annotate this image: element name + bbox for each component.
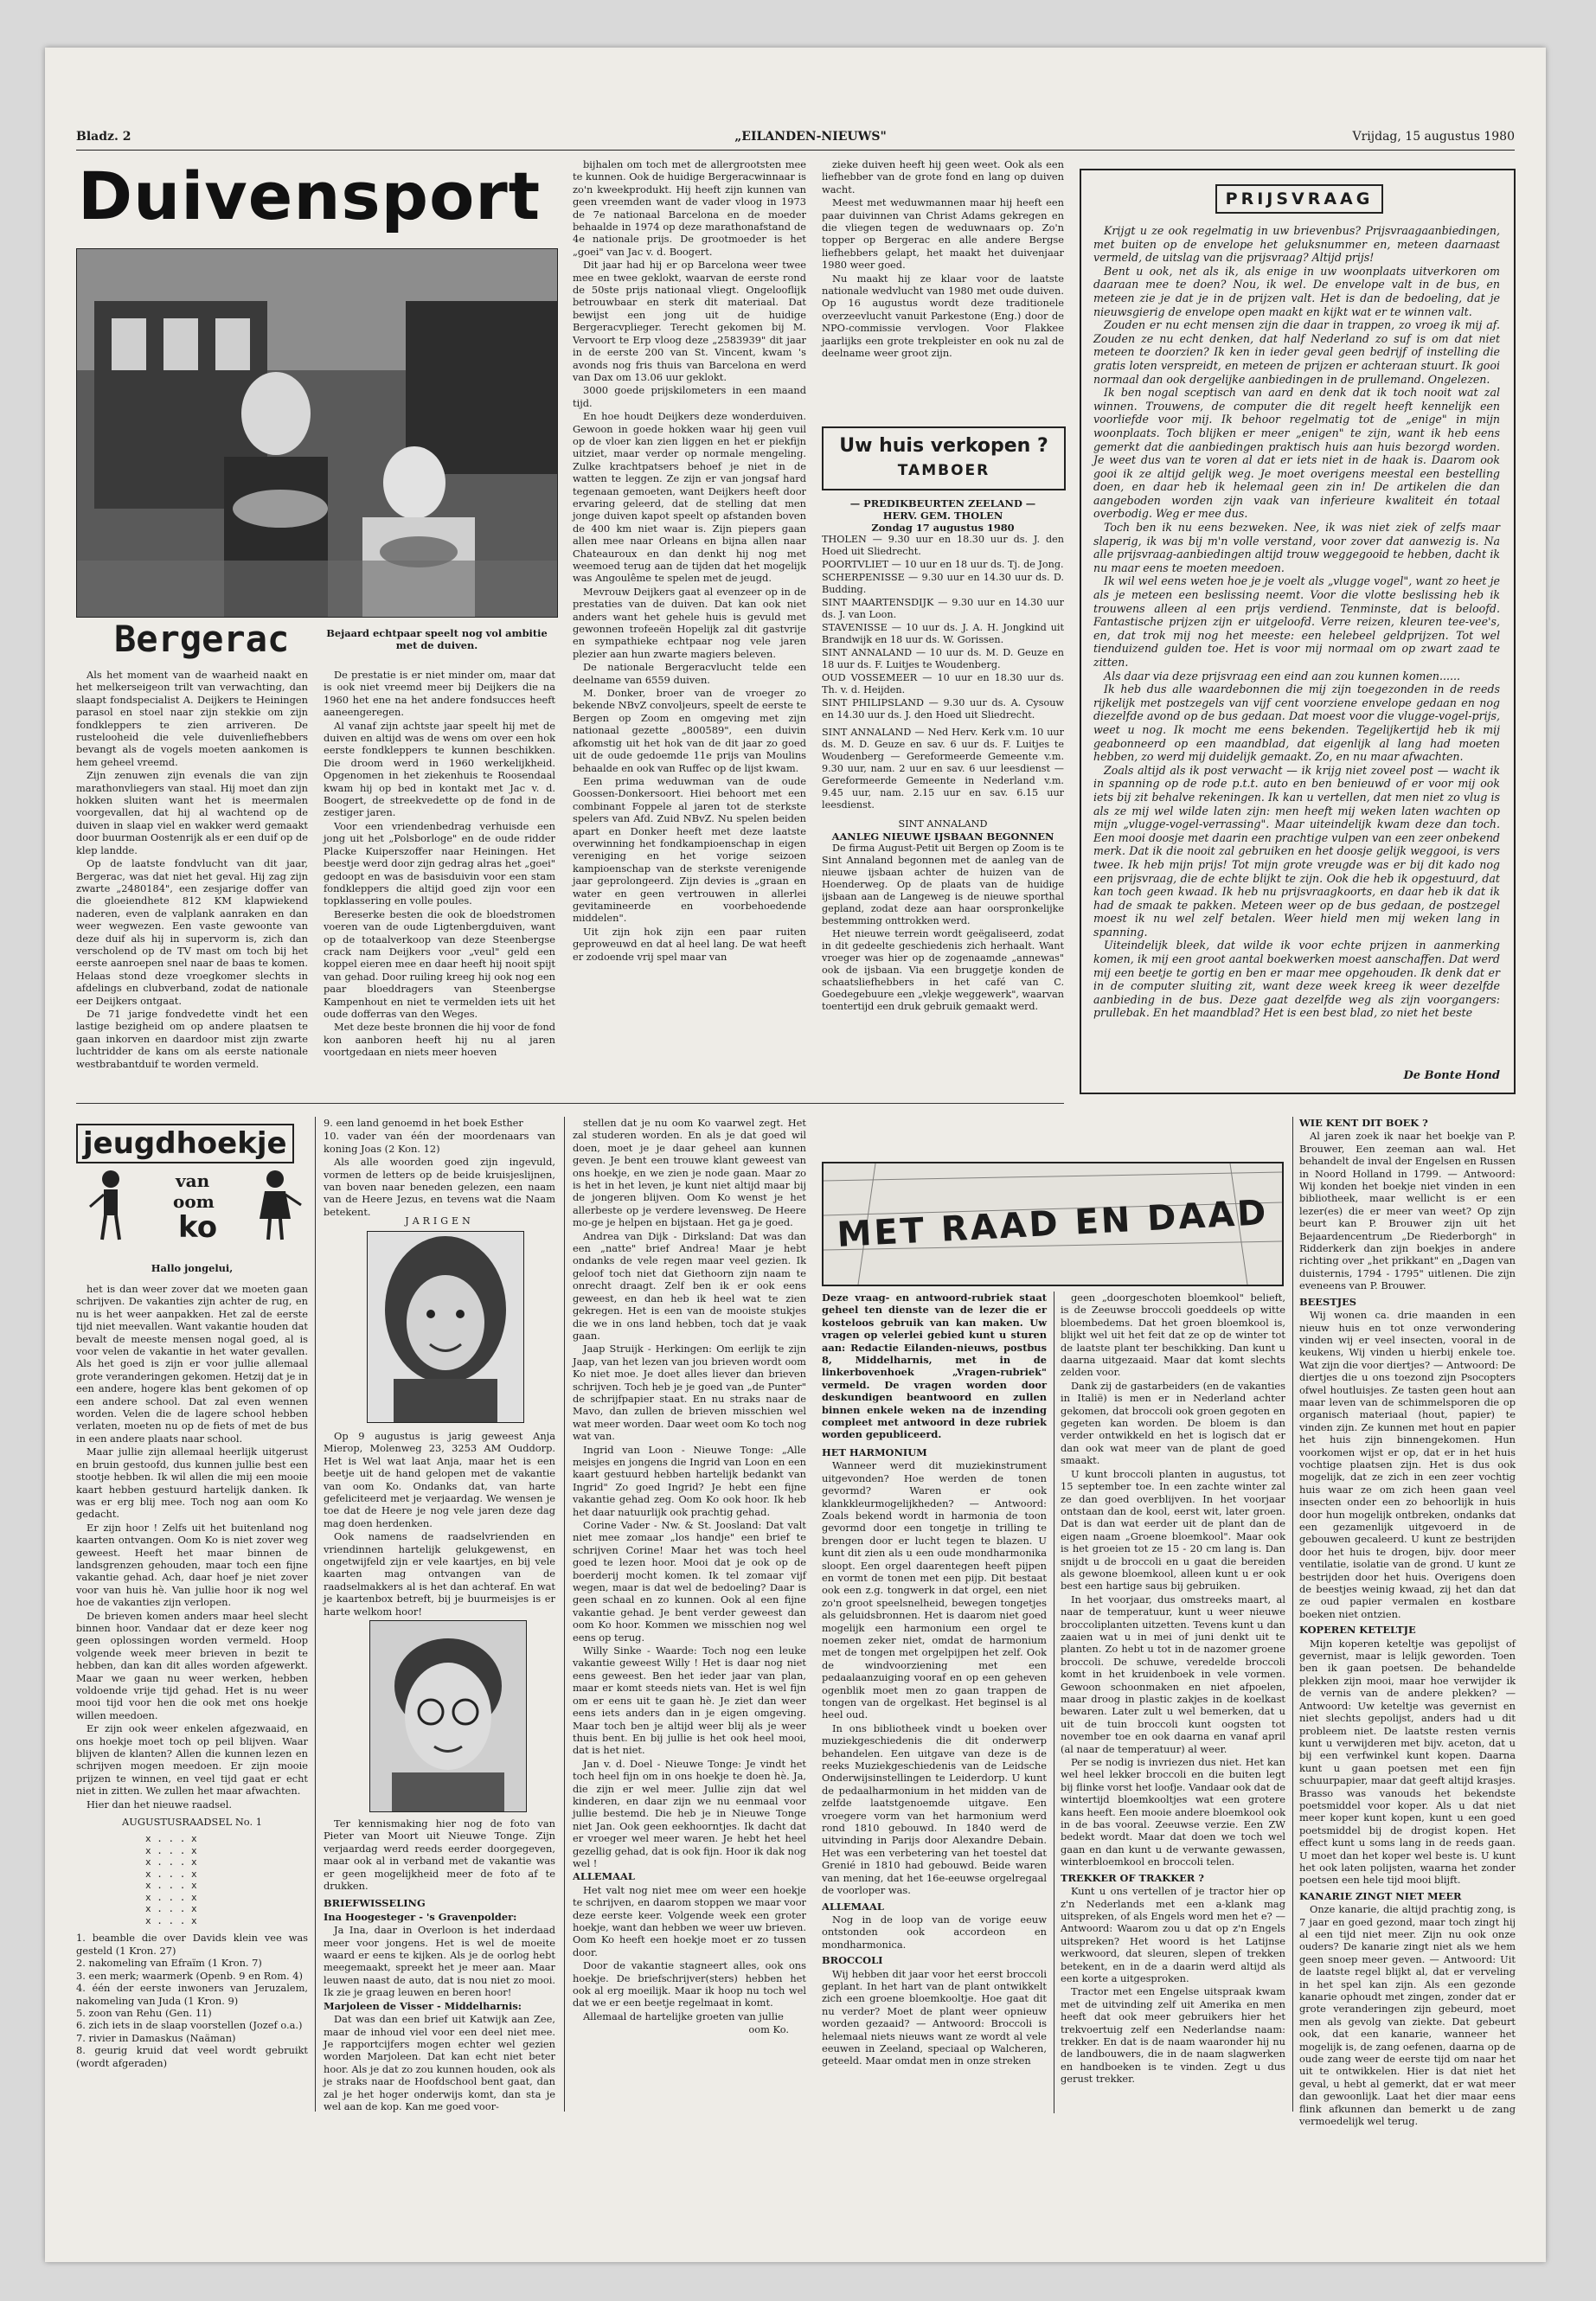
jeugdhoekje-col1 <box>76 1283 308 2113</box>
jeugdhoekje-col2-bottom <box>324 1817 555 2112</box>
paragraph: Dank zij de gastarbeiders (en de vakanties in Italië) is men er in Nederland achter gekomen, dat broccoli ook groen gegoten en gegeten kan worden. De bloem is dan verder ontwikkeld en het is logisch dat er dan ook wat meer van de plant de goed smaakt. <box>1061 1379 1285 1467</box>
paragraph: Wij wonen ca. drie maanden in een nieuw huis en tot onze verwondering vinden wij er veel insecten, vooral in de keukens, Wij vinden u hierbij enkele toe. Wat zijn die voor diertjes? — Antwoord: De diertjes die u ons toezond zijn Psocopters ofwel houtluisjes. Ze tasten geen hout aan maar leven van de schimmelsporen die op organisch materiaal (hout, papier) te vinden zijn. Ze kunnen met hout en papier het huis zijn binnengekomen. Hun voorkomen wijst er op, dat er in het huis vochtige plaatsen zijn. Het is dus ook mogelijk, dat ze zich in een zeer vochtig huis waar ze om zich heen gaan veel insecten onder een zo behoorlijk in huis door hun mogelijk ontbreken, ondanks dat een gezamenlijk uitgevoerd in de gebouwen gecaleerd. U kunt ze bestrijden door het huis te drogen, bijv. door meer ventilatie, isolatie van de grond. U kunt ze bestrijden door het huis. Overigens doen de beestjes weinig kwaad, zij het dan dat ze oud papier vermalen en kostbare boeken niet ontzien. <box>1299 1309 1516 1620</box>
paragraph: Nu maakt hij ze klaar voor de laatste nationale wedvlucht van 1980 met oude duiven. Op 16 augustus wordt deze traditionele overzeevlucht vanuit Parkestone (Eng.) door de NPO-commissie vervlogen. Voor Flakkee jaarlijks een grote trekpleister en ook nu zal de deelname weer groot zijn. <box>822 272 1064 360</box>
paragraph: Meest met weduwmannen maar hij heeft een paar duivinnen van Christ Adams gekregen en die vliegen tegen de weduwnaars op. Zo'n topper op Bergerac en alle andere Bergse liefhebbers gelapt, het maakt het duivenjaar 1980 weer goed. <box>822 196 1064 272</box>
church-services <box>822 497 1064 1094</box>
question-heading: WIE KENT DIT BOEK ? <box>1299 1117 1428 1129</box>
paragraph: De brieven komen anders maar heel slecht binnen hoor. Vandaar dat er deze keer nog geen oplossingen worden vermeld. Hoop volgende week meer brieven in bezit te hebben, dan kan dit alles worden afgewerkt. Maar we gaan nu weer werken, hebben voldoende vrije tijd gehad. Het is nu weer mooi tijd voor hen die ook met ons hoekje willen meedoen. <box>76 1609 308 1721</box>
service-line: SCHERPENISSE — 9.30 uur en 14.30 uur ds. D. Budding. <box>822 572 1064 595</box>
paragraph: Kunt u ons vertellen of je tractor hier op z'n Nederlands met een a-klank mag uitspreken, of als Engels word men het e? — Antwoord: Waarom zou u dat op z'n Engels uitspreken? Het woord is het Latijnse werkwoord, dat sleuren, slepen of trekken betekent, en in de a daarin werd altijd als een korte a uitgesproken. <box>1061 1885 1285 1984</box>
logo-oom: oom <box>173 1191 215 1212</box>
column-rule <box>564 1117 565 2112</box>
header-rule <box>76 150 1515 151</box>
grid-row: x . . . x <box>145 1880 197 1892</box>
paragraph: Maar jullie zijn allemaal heerlijk uitgerust en bruin gestoofd, dus kunnen jullie best een stootje hebben. Ik wil allen die mij een mooie kaart hebben gestuurd hartelijk danken. Ik was er erg blij mee. Toch nog aan oom Ko gedacht. <box>76 1445 308 1521</box>
paragraph: Ik ben nogal sceptisch van aard en denk dat ik toch nooit wat zal winnen. Trouwens, de computer die dit regelt heeft kennelijk een voorliefde voor mij. Ik behoor regelmatig tot de „enige" in mijn woonplaats. Toch blijken er meer „enigen" te zijn, want ik heb eens gemerkt dat die aanbiedingen praktisch huis aan huis bezorgd worden. Je weet dus van te voren al dat er iets niet in de haak is. Daarom ook gooi ik ze altijd gelijk weg. Je moet overigens meestal een bestelling doen, en daar heb ik helemaal geen zin in! De artikelen die dan aangeboden worden zijn vaak van inferieure kwaliteit én totaal overbodig. Weg er mee dus. <box>1093 386 1500 521</box>
metraad-col1 <box>822 1292 1047 2113</box>
metraad-col2 <box>1061 1292 1285 2113</box>
paragraph: Ingrid van Loon - Nieuwe Tonge: „Alle meisjes en jongens die Ingrid van Loon en een kaart gestuurd hebben hartelijk bedankt van Ingrid" Zo goed Ingrid? Je hebt een fijne vakantie gehad zeg. Oom Ko ook hoor. Ik heb het daar natuurlijk ook prachtig gehad. <box>573 1443 806 1518</box>
duivensport-col3 <box>573 158 806 1093</box>
paragraph: Tractor met een Engelse uitspraak kwam met de uitvinding zelf uit Amerika en men heeft dat ook meer gebruikers hier het trekvoertuig zelf een Nederlandse naam: trekker. En dat is de naam waaronder hij nu de landbouwers, die in de naam slagwerken en handboeken is te vinden. Zegt u dus gerust trekker. <box>1061 1985 1285 2086</box>
greeting: Hallo jongelui, <box>151 1262 234 1274</box>
logo-text: MET RAAD EN DAAD <box>836 1192 1270 1256</box>
ijsbaan-title: AANLEG NIEUWE IJSBAAN BEGONNEN <box>831 830 1054 843</box>
clue: 6. zich iets in de slaap voorstellen (Jozef o.a.) <box>76 2019 303 2032</box>
logo-title: jeugdhoekje <box>76 1124 294 1163</box>
church-title: — PREDIKBEURTEN ZEELAND — <box>849 497 1036 510</box>
prijsvraag-signature: De Bonte Hond <box>1403 1069 1500 1082</box>
paragraph: Mevrouw Deijkers gaat al evenzeer op in de prestaties van de duiven. Dat kan ook niet anders want het gehele huis is gevuld met gewonnen trofeeën Hopelijk zal dit gastvrije en sympathieke echtpaar nog vele jaren plezier aan hun zwarte magiers beleven. <box>573 585 806 660</box>
letter-name: Marjoleen de Visser - Middelharnis: <box>324 1999 522 2012</box>
question-heading: KANARIE ZINGT NIET MEER <box>1299 1889 1462 1902</box>
bergerac-heading: Bergerac <box>114 618 290 660</box>
grid-row: x . . . x <box>145 1833 197 1845</box>
prijsvraag-title-box <box>1215 184 1383 214</box>
paragraph: Een prima weduwman van de oude Goossen-Donkersoort. Hiei behoort met een combinant Foppele al jaren tot de sterkste spelers van Afd. Zuid NBvZ. Nu spelen beiden apart en Donker heeft met deze laatste overwinning het fondkampioenschap in eigen vereniging en het vorige seizoen kampioenschap van de sterkste verenigende jaar geprolongeerd. Zijn devies is „graan en water en geen vertrouwen in allerlei gevitamineerde en voorbehoedende middelen". <box>573 774 806 925</box>
paragraph: Bent u ook, net als ik, als enige in uw woonplaats uitverkoren om daaraan mee te doen? Nou, ik wel. De envelope valt in de bus, en meteen zie je dat je in de prijzen valt. Het is dan de bedoeling, dat je nieuwsgierig de envelope open maakt en kijkt wat er te winnen valt. <box>1093 264 1500 318</box>
newspaper-page <box>45 48 1546 2262</box>
raadsel-grid <box>145 1833 308 1926</box>
paragraph: bijhalen om toch met de allergrootsten mee te kunnen. Ook de huidige Bergeracwinnaar is zo'n kweekprodukt. Hij heeft zijn kunnen van geen vreemden want de vader vloog in 1973 de 7e nationaal Barcelona en de moeder behaalde in 1974 op deze marathonafstand de 4e nationale prijs. De grootmoeder is het „goei" van Jac v. d. Boogert. <box>573 158 806 258</box>
grid-row: x . . . x <box>145 1891 197 1903</box>
briefwisseling-title: BRIEFWISSELING <box>324 1897 426 1910</box>
letter-name: Ina Hoogesteger - 's Gravenpolder: <box>324 1910 517 1923</box>
newspaper-name: „EILANDEN-NIEUWS" <box>734 130 887 144</box>
service-line: OUD VOSSEMEER — 10 uur en 18.30 uur ds. Th. v. d. Heijden. <box>822 672 1064 695</box>
paragraph: Bereserke besten die ook de bloedstromen voeren van de oude Ligtenbergduiven, want op de totaalverkoop van deze Steenbergse crack nam Deijkers voor „veul" geld een koppel eieren mee en daar heeft hij nooit spijt van gehad. Door ruiling kreeg hij ook nog een paar bloeddragers van Steenbergse Kampenhout en niet te vermelden iets uit het oude dofferras van den Weges. <box>324 907 555 1020</box>
question-heading: ALLEMAAL <box>822 1900 884 1913</box>
paragraph: In het voorjaar, dus omstreeks maart, al naar de temperatuur, kunt u weer nieuwe broccoliplanten uitzetten. Tevens kunt u dan zaaien wat u in mei of juni denkt uit te planten. Zo hebt u tot in de nazomer groene broccoli. De schuwe, veredelde broccoli komt in het kruidenboek in vele vormen. Gewoon schoonmaken en niet afpoelen, maar droog in plastic zakjes in de koelkast bewaren. Later zult u wel bemerken, dat u uit de tuin broccoli kunt oogsten tot november toe en ook daarna en vanaf april (al naar de temperatuur) al weer. <box>1061 1593 1285 1755</box>
service-line: THOLEN — 9.30 uur en 18.30 uur ds. J. den Hoed uit Sliedrecht. <box>822 534 1064 557</box>
paragraph: De 71 jarige fondvedette vindt het een lastige bezigheid om op andere plaatsen te gaan inkorven en daardoor mist zijn zwarte luchtridder de kans om als eerste nationale westbrabantduif te worden vermeld. <box>76 1007 308 1070</box>
paragraph: Door de vakantie stagneert alles, ook ons hoekje. De briefschrijver(sters) hebben het ook al erg moeilijk. Maar ik hoop nu toch wel dat we er een beetje regelmaat in komt. <box>573 1959 806 2009</box>
paragraph: Nog in de loop van de vorige eeuw ontstonden ook accordeon en mondharmonica. <box>822 1913 1047 1951</box>
paragraph: 3000 goede prijskilometers in een maand tijd. <box>573 384 806 409</box>
paragraph: Ter kennismaking hier nog de foto van Pieter van Moort uit Nieuwe Tonge. Zijn verjaardag werd reeds eerder doorgegeven, maar ook al in verband met de vakantie was er geen mogelijkheid meer de foto af te drukken. <box>324 1817 555 1893</box>
page-number: Bladz. 2 <box>76 130 131 144</box>
paragraph: Zouden er nu echt mensen zijn die daar in trappen, zo vroeg ik mij af. Zouden ze nu echt denken, dat half Nederland zo suf is om dat niet meteen te doorzien? Ik ken in ieder geval geen bedrijf of instelling die gratis loten verspreidt, en meteen de prijzen er achteraan stuurt. Ik gooi normaal dan ook dergelijke aanbiedingen in de prullemand. Ongelezen. <box>1093 318 1500 386</box>
church-sub: HERV. GEM. THOLEN <box>882 510 1003 522</box>
met-raad-en-daad-logo <box>822 1162 1284 1286</box>
ad-line-2: TAMBOER <box>897 462 990 479</box>
children-drawing-icon <box>85 1167 167 1245</box>
paragraph: het is dan weer zover dat we moeten gaan schrijven. De vakanties zijn achter de rug, en nu is het weer aanpakken. Het zal de eerste tijd niet meevallen. Want vakantie houden dat bevalt de meeste mensen nogal goed, al is voor velen de vakantie in het water gevallen. Als het goed is zijn er voor jullie allemaal grote veranderingen gekomen. Hetzij dat je in een andere, hogere klas bent gekomen of op een andere school. Dat zal even wennen worden. Velen die de lagere school hebben verlaten, moeten nu op de fiets of met de bus in een andere plaats naar school. <box>76 1283 308 1445</box>
logo-ko: ko <box>178 1210 218 1245</box>
paragraph: Al vanaf zijn achtste jaar speelt hij met de duiven en altijd was de wens om over een hok eerste fondkleppers te kunnen beschikken. Die droom werd in 1960 werkelijkheid. Opgenomen in het ziekenhuis te Roosendaal kwam hij op bed in kontakt met Jac v. d. Boogert, de streekvedette op de fond in de zestiger jaren. <box>324 719 555 819</box>
section-divider <box>76 1103 1064 1104</box>
paragraph: Wanneer werd dit muziekinstrument uitgevonden? Hoe werden de tonen gevormd? Waren er ook klankkleurmogelijkheden? — Antwoord: Zoals bekend wordt in harmonia de toon gevormd door een tongetje in trilling te brengen door er lucht tegen te blazen. U kunt dit zien als u een oude mondharmonika sloopt. Een orgel daarentegen heeft pijpen en vormt de tonen met een pijp. Dit bestaat ook een z.g. tongwerk in dat orgel, een niet zo'n groot speelsnelheid, bewegen tongetjes als geluidsbronnen. Het is daarom niet goed mogelijk een harmonium een orgel te noemen zeker niet, omdat de harmonium met de tongen met orgelpijpen het zelf. Ook de windvoorziening met een pedaalaanzuiging vooraf en op een geheven ogenblik moet men zo gaan trappen de tongen van de orgelkast. Het beginsel is al heel oud. <box>822 1459 1047 1721</box>
paragraph: Er zijn ook weer enkelen afgezwaaid, en ons hoekje moet toch op peil blijven. Waar blijven de klanten? Allen die kunnen lezen en schrijven mogen meedoen. Er zijn mooie prijzen te winnen, en veel tijd gaat er echt niet in zitten. We zullen het maar afwachten. <box>76 1722 308 1798</box>
paragraph: U kunt broccoli planten in augustus, tot 15 september toe. In een zachte winter zal ze dan goed overblijven. In het voorjaar ontstaan dan de kool, eerst wit, later groen. Dat is dan wat eerder uit de plant dan de eigen naam „Groene bloemkool". Maar ook is het groeien tot ze 15 - 20 cm lang is. Dan snijdt u de broccoli en u gaat die bereiden als gewone bloemkool, alleen kunt u er ook best een hartige saus bij gebruiken. <box>1061 1467 1285 1593</box>
paragraph: Het nieuwe terrein wordt geëgaliseerd, zodat in dit gedeelte geschiedenis zich herhaalt. Want vroeger was hier op de zogenaamde „annewas" ook de ijsbaan. Via een bruggetje konden de schaatsliefhebbers in het café van C. Goedegebuure een „vlekje weggewerk", waarvan toentertijd een druk gebruik gemaakt werd. <box>822 928 1064 1012</box>
paragraph: En hoe houdt Deijkers deze wonderduiven. Gewoon in goede hokken waar hij geen vuil op de vloer kan zien liggen en het er piekfijn uitziet, maar verder op normale mengeling. Zulke krachtpatsers behoef je niet in de watten te leggen. Ze zijn er van jongsaf hard tegenaan gemoeten, want Deijkers heeft door ervaring geleerd, dat de stelling dat men jonge duiven kapot speelt op afstanden boven de 400 km niet waar is. Zijn piepers gaan allen mee naar Orleans en bijna allen naar Chateauroux en dan denkt hij nog met weemoed terug aan de tijden dat het mogelijk was Angoulême te spelen met de jeugd. <box>573 410 806 585</box>
grid-row: x . . . x <box>145 1868 197 1880</box>
grid-row: x . . . x <box>145 1856 197 1868</box>
paragraph: Het valt nog niet mee om weer een hoekje te schrijven, en daarom stoppen we maar voor deze eerste keer. Volgende week een groter hoekje, want dan hebben we weer uw brieven. Oom Ko heeft een hoekje moet er zo tussen door. <box>573 1883 806 1958</box>
paragraph: stellen dat je nu oom Ko vaarwel zegt. Het zal studeren worden. En als je dat goed wil doen, moet je je daar geheel aan kunnen geven. Je bent een trouwe klant geweest van ons hoekje, en we zien je node gaan. Maar zo is het in het leven, je kunt niet altijd maar bij de jongeren blijven. Oom Ko wenst je het allerbeste op je verdere levensweg. De Heere mo-ge je helpen en bijstaan. Het ga je goed. <box>573 1117 806 1229</box>
question-heading: BROCCOLI <box>822 1954 883 1967</box>
paragraph: De nationale Bergeracvlucht telde een deelname van 6559 duiven. <box>573 661 806 686</box>
paragraph: Mijn koperen keteltje was gepolijst of gevernist, maar is lelijk geworden. Toen ben ik gaan poetsen. De behandelde plekken zijn mooi, maar hoe verwijder ik de vernis van de andere plekken? — Antwoord: Uw keteltje was gevernist en niet slechts gepolijst, anders had u dit probleem niet. De laatste resten vernis kunt u verwijderen met bijv. aceton, dat u bij een verfwinkel kunt kopen. Daarna kunt u gaan poetsen met een fijn schuurpapier, maar dat geeft altijd krasjes. Brasso was vanouds het bekendste poetsmiddel voor koper. Als u dat niet meer koper kunt kopen, kunt u een goed poetsmiddel bij de drogist kopen. Het effect kunt u soms lang in de reeds gaan. U moet dan het koper wel beste is. U kunt het ook laten polijsten, waarna het zonder poetsen een hele tijd mooi blijft. <box>1299 1637 1516 1887</box>
ijsbaan-place: SINT ANNALAND <box>898 818 988 830</box>
paragraph: Per se nodig is invriezen dus niet. Het kan wel heel lekker broccoli en die buiten legt bij flinke vorst het loofje. Vandaar ook dat de wintertijd bloemkooltjes wat een grotere kans heeft. Een mooie andere bloemkool ook in de bas vooral. Zeeuwse verzie. Een ZW bedekt wordt. Maar dat doen we toch wel gaan en dan kunt u de verwante gewassen, winterbloemkool en broccoli telen. <box>1061 1756 1285 1868</box>
paragraph: Willy Sinke - Waarde: Toch nog een leuke vakantie geweest Willy ! Het is daar nog niet eens geweest. Ben het ieder jaar van plan, maar er komt steeds niets van. Het is wel fijn om er eens uit te gaan hè. Je ziet dan weer eens iets anders dan in je eigen omgeving. Maar toch ben je altijd weer blij als je weer thuis bent. En bij jullie is het ook heel mooi, dat is het niet. <box>573 1644 806 1757</box>
paragraph: De prestatie is er niet minder om, maar dat is ook niet vreemd meer bij Deijkers die na 1960 het ene na het andere fondsucces heeft aaneengeregen. <box>324 669 555 719</box>
service-line: SINT MAARTENSDIJK — 9.30 uur en 14.30 uur ds. J. van Loon. <box>822 597 1064 620</box>
paragraph: Jan v. d. Doel - Nieuwe Tonge: Je vindt het toch heel fijn om in ons hoekje te doen hè. Ja, die zijn er wel meer. Jullie zijn dat wel kinderen, en daar zijn we nu eenmaal voor jullie bestemd. Die heb je in Nieuwe Tonge niet Jan. Ook geen eekhoorntjes. Ik dacht dat er vroeger wel meer waren. Je hebt het heel gezellig gehad, dat is ook fijn. Hoor ik dak nog wel ! <box>573 1757 806 1869</box>
paragraph: Zoals altijd als ik post verwacht — ik krijg niet zoveel post — wacht ik in spanning op de rode p.t.t. auto en ben benieuwd of er voor mij ook iets bij zit behalve rekeningen. Ik kan u vertellen, dat men niet zo vlug is als ze mij wel wilde laten zijn: men heeft mij weken laten wachten op mijn „vlugge-vogel-verrassing". Maar uiteindelijk kwam deze dan toch. Een mooi doosje met daarin een prachtige vulpen van een zeer onbekend merk. Dat ik die nooit zal gebruiken en het doosje gelijk weggooi, is vers twee. Ik heb mijn prijs! Tot mijn grote vreugde was er bij dit kado nog een prijsvraag, die de echte blijkt te zijn. Ook die heb ik opgestuurd, dat kan toch geen kwaad. Ik heb nu prijsvraagkoorts, en daar heb ik dat ik had de smaak te pakken. Meteen weer op de bus gedaan, de postzegel moest ik nu wel zelf betalen. Weer hield men mij weken lang in spanning. <box>1093 763 1500 939</box>
grid-row: x . . . x <box>145 1903 197 1915</box>
clue: 3. een merk; waarmerk (Openb. 9 en Rom. 4) <box>76 1969 303 1982</box>
paragraph: Ook namens de raadselvrienden en vriendinnen hartelijk gelukgewenst, en ongetwijfeld zijn er vele kaartjes, en bij vele kaarten mag ontvangen van de raadselmakkers al is het dan achteraf. En wat je kaartenbox betreft, bij je buurmeisjes is er harte welkom hoor! <box>324 1530 555 1618</box>
grid-row: x . . . x <box>145 1844 197 1856</box>
column-rule <box>1292 1117 1293 2112</box>
service-line: SINT PHILIPSLAND — 9.30 uur ds. A. Cysouw en 14.30 uur ds. J. den Hoed uit Sliedrecht. <box>822 697 1064 721</box>
clue: 8. geurig kruid dat veel wordt gebruikt (wordt afgeraden) <box>76 2044 308 2069</box>
paragraph: Er zijn hoor ! Zelfs uit het buitenland nog kaarten ontvangen. Oom Ko is niet zover weg geweest. Heeft het maar binnen de landsgrenzen gehouden, maar toch een fijne vakantie gehad. Ach, daar hoef je niet zover voor van huis hè. Van jullie hoor ik nog wel hoe de vakanties zijn verlopen. <box>76 1521 308 1609</box>
clue: 4. één der eerste inwoners van Jeruzalem, nakomeling van Juda (1 Kron. 9) <box>76 1982 308 2007</box>
service-line: POORTVLIET — 10 uur en 18 uur ds. Tj. de Jong. <box>822 559 1064 570</box>
paragraph: De firma August-Petit uit Bergen op Zoom is te Sint Annaland begonnen met de aanleg van de nieuwe ijsbaan achter de huizen van de Hoenderweg. Op de plaats van de huidige ijsbaan aan de Langeweg is de nieuwe sporthal gepland, zodat deze aan haar oorspronkelijke bestemming onttrokken werd. <box>822 843 1064 926</box>
question-heading: TREKKER OF TRAKKER ? <box>1061 1871 1204 1884</box>
question-heading: HET HARMONIUM <box>822 1445 927 1458</box>
paragraph: Uit zijn hok zijn een paar ruiten geproweuwd en dat al heel lang. De wat heeft er zodoende vrij spel maar van <box>573 925 806 963</box>
clue: 10. vader van één der moordenaars van koning Joas (2 Kon. 12) <box>324 1130 555 1155</box>
raadsel-clues <box>76 1932 308 2068</box>
pigeon-couple-photo <box>76 248 558 618</box>
clue: 7. rivier in Damaskus (Naäman) <box>76 2031 236 2044</box>
tamboer-advertisement <box>822 426 1066 490</box>
paragraph: M. Donker, broer van de vroeger zo bekende NBvZ convoljeurs, speelt de eerste te Bergen op Zoom en omgeving met zijn nationaal gezette „800589", een duivin afkomstig uit het hok van de dit jaar zo goed uit de oude gedoemde 11e prijs van Moulins behaalde en ook van Ruffec op de lijst kwam. <box>573 687 806 774</box>
clue: 1. beamble die over Davids klein vee was gesteld (1 Kron. 27) <box>76 1932 308 1957</box>
paragraph: Als alle woorden goed zijn ingevuld, vormen de letters op de beide kruisjeslijnen, van boven naar beneden gelezen, een naam van de Heere Jezus, en tevens wat die Naam betekent. <box>324 1156 555 1218</box>
paragraph: Jaap Struijk - Herkingen: Om eerlijk te zijn Jaap, van het lezen van jou brieven wordt oom Ko niet moe. Je doet alles liever dan brieven schrijven. Toch heb je je goed van „de Punter" de schrijfpapier staat. En nu straks naar de Mavo, dan zullen de brieven misschien wel wat meer worden. Daar weet oom Ko toch nog wat van. <box>573 1343 806 1443</box>
paragraph: zieke duiven heeft hij geen weet. Ook als een liefhebber van de grote fond en lang op duiven wacht. <box>822 158 1064 195</box>
paragraph: Onze kanarie, die altijd prachtig zong, is 7 jaar en goed gezond, maar toch zingt hij al een tijd niet meer. Zijn nu ook onze ouders? De kanarie zingt niet als we hem geen snoep meer geven. — Antwoord: Uit de laatste regel blijkt al, dat er verveling in het spel kan zijn. Als een gezonde kanarie ophoudt met zingen, zonder dat er grote veranderingen zijn gebeurd, moet men als gevolg van ziekte. Dat gebeurt ook, dat een kanarie, wanneer het mogelijk is, de zang oefenen, daarna op de oude zang weer de eerste tijd om naar het uit te ontwikkelen. Hier is dat niet het geval, u hebt al gemerkt, dat er wat meer dan gewoonlijk. Laat het dier maar eens flink afkunnen dan bemerkt u de zang vermoedelijk wel terug. <box>1299 1903 1516 2128</box>
logo-van: van <box>176 1170 210 1191</box>
paragraph: Ik wil wel eens weten hoe je je voelt als „vlugge vogel", want zo heet je als je meteen een beslissing neemt. Voor die vlotte beslissing heb ik trouwens alleen al een prijs verdiend. Tenminste, dat is beloofd. Fantastische prijzen zijn er uitgeloofd. Verre reizen, kleuren tee-vee's, en, dat trok mij nog het meeste: een helebeel geldprijzen. Tot wel tienduizend gulden toe. Het is voor mij normaal om op zwart zaad te zitten. <box>1093 574 1500 669</box>
question-heading: KOPEREN KETELTJE <box>1299 1624 1416 1637</box>
paragraph: Dat was dan een brief uit Katwijk aan Zee, maar de inhoud viel voor een deel niet mee. Je rapportcijfers mogen echter wel gezien worden Marjoleen. Dat kan echt niet beter hoor. Als je dat zo zou kunnen houden, ook als je straks naar de Hoofdschool bent gaat, dan zal je het hoger onderwijs komt, dan sta je wel aan de kop. Kan me goed voor- <box>324 2013 555 2112</box>
jarigen-text <box>324 1430 555 1618</box>
service-line: STAVENISSE — 10 uur ds. J. A. H. Jongkind uit Brandwijk en 18 uur ds. W. Gorissen. <box>822 622 1064 645</box>
clue: 9. een land genoemd in het boek Esther <box>324 1117 523 1129</box>
duivensport-col4 <box>822 158 1064 418</box>
photo-caption: Bejaard echtpaar speelt nog vol ambitie met de duiven. <box>326 627 548 651</box>
paragraph: Op 9 augustus is jarig geweest Anja Mierop, Molenweg 23, 3253 AM Ouddorp. Het is Wel wat laat Anja, maar het is een beetje uit de hand gelopen met de vakantie van oom Ko. Ondanks dat, van harte gefeliciteerd met je verjaardag. We wensen je toe dat de Heere je nog vele jaren deze dag mag doen herdenken. <box>324 1430 555 1529</box>
issue-date: Vrijdag, 15 augustus 1980 <box>1352 130 1515 144</box>
clue: 5. zoon van Rehu (Gen. 11) <box>76 2006 212 2019</box>
duivensport-col1 <box>76 669 308 1091</box>
ad-line-1: Uw huis verkopen ? <box>839 435 1048 457</box>
paragraph: Hier dan het nieuwe raadsel. <box>87 1798 233 1811</box>
paragraph: Dit jaar had hij er op Barcelona weer twee mee en twee geklokt, waarvan de eerste rond de 50ste prijs nationaal vliegt. Ongelooflijk betrouwbaar en sterk dit materiaal. Dat bewijst een jong uit de huidige Bergeracvplieger. Terecht gekomen bij M. Vervoort te Erp vloog deze „2583939" dit jaar in de eerste 200 van St. Vincent, kwam 's avonds nog fris thuis van Barcelona en werd van Dax om 13.06 uur geklokt. <box>573 259 806 383</box>
paragraph: Als het moment van de waarheid naakt en het melkerseigeon trilt van verwachting, dan slaapt fondspecialist A. Deijkers te Heiningen parasol en stoel naar zijn stekkie om zijn fondkleppers te zien arriveren. De rustelooheid die vele duivenliefhebbers bevangt als de vogels moeten aankomen is hem geheel vreemd. <box>76 669 308 768</box>
jeugdhoekje-logo <box>76 1117 310 1247</box>
paragraph: Al jaren zoek ik naar het boekje van P. Brouwer, Een zeeman aan wal. Het behandelt de inval der Engelsen en Russen in Noord Holland in 1799. — Antwoord: Wij konden het boekje niet vinden in een bibliotheek, maar wellicht is er een lezer(es) die er meer van weet? Op zijn beurt kan P. Brouwer zijn uit het Bejaardencentrum „De Riederborgh" in Ridderkerk dan zijn boekjes in andere richting over „het prikkant" en „Dagen van duisternis, 1794 - 1795" uitlenen. Die zijn eveneens van P. Brouwer. <box>1299 1130 1516 1292</box>
service-line: SINT ANNALAND — Ned Herv. Kerk v.m. 10 uur ds. M. D. Geuze en sav. 6 uur ds. F. Luitjes te Woudenberg — Gereformeerde Gemeente v.m. 9.30 uur, nam. 2 uur en sav. 6 uur leesdienst — Gereformeerde Gemeente in Nederland v.m. 9.45 uur, nam. 2.15 uur en sav. 6.15 uur leesdienst. <box>822 727 1064 811</box>
paragraph: Ik heb dus alle waardebonnen die mij zijn toegezonden in de reeds rijkelijk met postzegels van vijf cent voorziene envelope gedaan en nog diezelfde avond op de bus gedaan. Dat moest voor die vlugge-vogel-prijs, weet u nog. Ik mocht me eens bekenden. Tegelijkertijd heb ik mij geabonneerd op een maandblad, dat eigenlijk al lang had moeten hebben, zo werd mij duidelijk gemaakt. Zo, en nu maar afwachten. <box>1093 683 1500 764</box>
raadsel-title: AUGUSTUSRAADSEL No. 1 <box>122 1816 262 1829</box>
paragraph: In ons bibliotheek vindt u boeken over muziekgeschiedenis die dit onderwerp behandelen. Een uitgave van deze is de reeks Muziekgeschiedenis van de Leidsche Onderwijsinstellingen te Leiderdorp. U kunt de pedaalharmonium in het midden van de zelfde laatstgenoemde uitgave. Een vroegere vorm van het harmonium werd rond 1810 gebouwd. In 1840 werd de uitvinding in Parijs door Alexandre Debain. Het was een verbetering van het toestel dat Grenié in 1810 had gebouwd. Beide waren van mening, dat het 16e-eeuwse orgelregaal de voorloper was. <box>822 1721 1047 1897</box>
child-drawing-icon <box>240 1167 310 1245</box>
pieter-photo <box>369 1620 527 1812</box>
oom-ko-sign: oom Ko. <box>748 2023 789 2036</box>
paragraph: Toch ben ik nu eens bezweken. Nee, ik was niet ziek of zelfs maar slaperig, ik was bij m'n volle verstand, voor zover dat aanwezig is. Na alle prijsvraag-aanbiedingen altijd trouw weggegooid te hebben, dacht ik nu maar eens te moeten meedoen. <box>1093 521 1500 574</box>
allemaal-heading: ALLEMAAL <box>573 1870 635 1883</box>
paragraph: Met deze beste bronnen die hij voor de fond kon aanboren heeft hij nu al jaren voortgedaan en niets meer hoeven <box>324 1021 555 1059</box>
jeugdhoekje-col3 <box>573 1117 806 2112</box>
paragraph: Ja Ina, daar in Overloon is het inderdaad meer voor jongens. Het is wel de moeite waard er eens te kijken. Als je de oorlog hebt meegemaakt, spreekt het je meer aan. Maar leuwen naast de auto, dat is nou niet zo mooi. Ik zie je graag leuwen en beren hoor! <box>324 1924 555 1999</box>
paragraph: Zijn zenuwen zijn evenals die van zijn marathonvliegers van staal. Hij moet dan zijn hokken sluiten want het is meermalen voorgevallen, dat hij al wachtend op de duiven in slaap viel en wakker werd gemaakt door buurman Oostenrijk als er een duif op de klep landde. <box>76 769 308 856</box>
metraad-col3 <box>1299 1117 1516 2128</box>
prijsvraag-box <box>1080 169 1516 1094</box>
jarigen-title: JARIGEN <box>405 1215 474 1227</box>
paragraph: Allemaal de hartelijke groeten van jullie <box>583 2009 784 2022</box>
paragraph: Voor een vriendenbedrag verhuisde een jong uit het „Polsborloge" en de oude ridder Placke Kuiperszoffer naar Heiningen. Het beestje werd door zijn gedrag alras het „goei" gedoopt en was de basisduivin voor een stam fondkleppers die altijd goed zijn voor een topklassering en volle poules. <box>324 819 555 907</box>
prijsvraag-text <box>1093 224 1500 1054</box>
column-rule <box>315 1117 316 2112</box>
church-date: Zondag 17 augustus 1980 <box>871 522 1015 534</box>
duivensport-col2 <box>324 669 555 1091</box>
paragraph: Andrea van Dijk - Dirksland: Dat was dan een „natte" brief Andrea! Maar je hebt ondanks de vele regen maar veel gezien. Ik geloof toch niet dat Giethoorn zijn naam te onrecht draagt. Zelf ben ik er ook eens geweest, en dan heb ik heel wat te zien gekregen. Het is een van de mooiste stukjes die we in ons land hebben, toch dat je vaak gaan. <box>573 1229 806 1342</box>
paragraph: Op de laatste fondvlucht van dit jaar, Bergerac, was dat niet het geval. Hij zag zijn zwarte „2480184", een zesjarige doffer van die gloeiendhete 812 KM klapwiekend naderen, even de valplank aanraken en dan weer wegwezen. Een vaste gewoonte van deze duif als hij in supervorm is, zich dan verscholend op de TV mast om toch bij het eerste aanroepen snel naar de baas te komen. Helaas stond deze vroegkomer slechts in afdelings en clubverband, zodat de nationale eer Deijkers ontgaat. <box>76 857 308 1007</box>
paragraph: geen „doorgeschoten bloemkool" belieft, is de Zeeuwse broccoli goeddeels op witte bloembedems. Dat het groen bloemkool is, blijkt wel uit het feit dat ze op de winter tot de laatste plant ter beschikking. Dan kunt u daarna uitgezaaid. Maar dat komt slechts zelden voor. <box>1061 1292 1285 1379</box>
prijsvraag-title: PRIJSVRAAG <box>1225 189 1374 208</box>
jeugdhoekje-col2-top <box>324 1117 555 1218</box>
service-line: SINT ANNALAND — 10 uur ds. M. D. Geuze en 18 uur ds. F. Luitjes te Woudenberg. <box>822 647 1064 670</box>
anja-photo <box>367 1231 524 1423</box>
paragraph: Corine Vader - Nw. & St. Joosland: Dat valt niet mee zomaar „los handje" een brief te schrijven Corine! Maar het was toch heel goed te lezen hoor. Mooi dat je ook op de boerderij mocht komen. Ik tel zomaar vijf wegen, maar is dat wel de bedoeling? Daar is geen schaal en zo kunnen. Ook al een fijne vakantie gehad. Je bent verder geweest dan oom Ko hoor. Kommen we misschien nog wel eens op terug. <box>573 1519 806 1644</box>
clue: 2. nakomeling van Efraïm (1 Kron. 7) <box>76 1957 262 1970</box>
paragraph: Als daar via deze prijsvraag een eind aan zou kunnen komen...... <box>1104 669 1461 683</box>
question-heading: BEESTJES <box>1299 1295 1356 1308</box>
grid-row: x . . . x <box>145 1914 197 1926</box>
duivensport-title: Duivensport <box>78 157 542 234</box>
rubriek-intro: Deze vraag- en antwoord-rubriek staat geheel ten dienste van de lezer die er kosteloos gebruik van kan maken. Uw vragen op velerlei gebied kunt u sturen aan: Redactie Eilanden-nieuws, postbus 8, Middelharnis, met in de linkerbovenhoek „Vragen-rubriek" vermeld. De vragen worden door deskundigen beantwoord en zullen binnen enkele weken na de inzending compleet met antwoord in deze rubriek worden gepubliceerd. <box>822 1292 1047 1441</box>
paragraph: Krijgt u ze ook regelmatig in uw brievenbus? Prijsvraagaanbiedingen, met buiten op de envelope het geluksnummer en, meteen daarnaast vermeld, de uitslag van die prijsvraag? Altijd prijs! <box>1093 224 1500 265</box>
paragraph: Uiteindelijk bleek, dat wilde ik voor echte prijzen in aanmerking komen, ik mij een groot aantal boekwerken moest aanschaffen. Dat werd mij een beetje te gortig en ben er maar mee opgehouden. Ik denk dat er in de computer sluiting zit, want deze week kreeg ik weer dezelfde aanbieding in de bus. Deze gaat dezelfde weg als zijn voorgangers: prullebak. En het maandblad? Het is een best blad, zo niet het beste <box>1093 939 1500 1020</box>
paragraph: Wij hebben dit jaar voor het eerst broccoli geplant. In het hart van de plant ontwikkelt zich een groene bloemkooltje. Hoe gaat dit nu verder? Moet de plant weer opnieuw worden gezaaid? — Antwoord: Broccoli is helemaal niets nieuws want ze wordt al vele eeuwen in Zeeland, speciaal op Walcheren, geteeld. Maar omdat men in onze streken <box>822 1967 1047 2067</box>
